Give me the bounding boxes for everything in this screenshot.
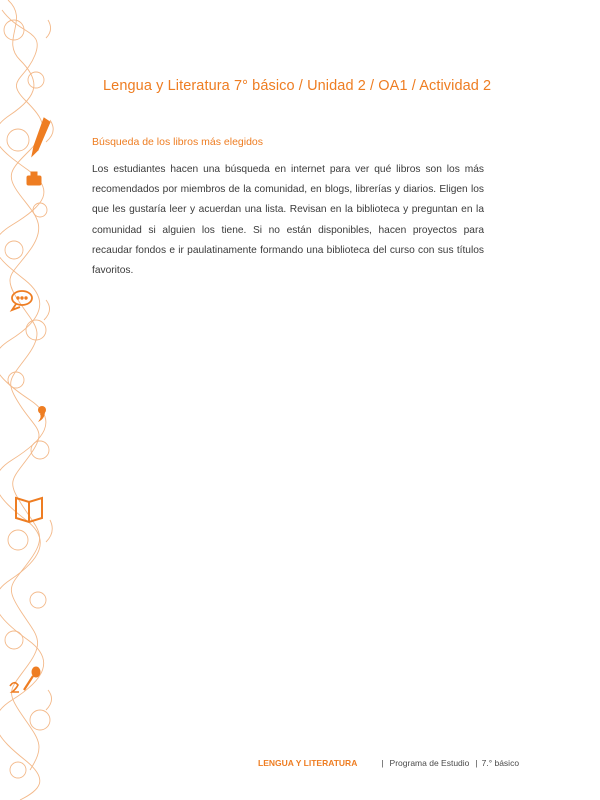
activity-paragraph: Los estudiantes hacen una búsqueda en internet para ver qué libros son los más recomendados por miembros de la comunidad, en blogs, librerías y diarios. Eligen los que les gustaría leer y acuerdan una lista. Revisan en la biblioteca y preguntan en la comunidad si alguien los tiene. Si no están disponibles, hacen proyectos para recaudar fondos e ir paulatinamente formando una biblioteca del curso con sus títulos favoritos.	[92, 164, 484, 277]
speech-bubble-icon	[12, 291, 32, 310]
document-title: Lengua y Literatura 7° básico / Unidad 2 / OA1 / Actividad 2	[103, 78, 492, 94]
section-heading: Búsqueda de los libros más elegidos	[92, 136, 264, 148]
pen-icon	[32, 118, 50, 156]
footer-subject: LENGUA Y LITERATURA	[258, 758, 358, 768]
footer-separator-2: |	[475, 758, 478, 768]
footer-separator: |	[381, 758, 384, 768]
comma-icon	[38, 406, 46, 422]
page-footer	[258, 758, 519, 768]
footer-program: Programa de Estudio	[389, 758, 470, 768]
footer-grade: 7.° básico	[481, 758, 520, 768]
microphone-icon	[10, 667, 40, 692]
decorative-margin	[0, 0, 60, 800]
ink-bottle-icon	[27, 172, 41, 185]
